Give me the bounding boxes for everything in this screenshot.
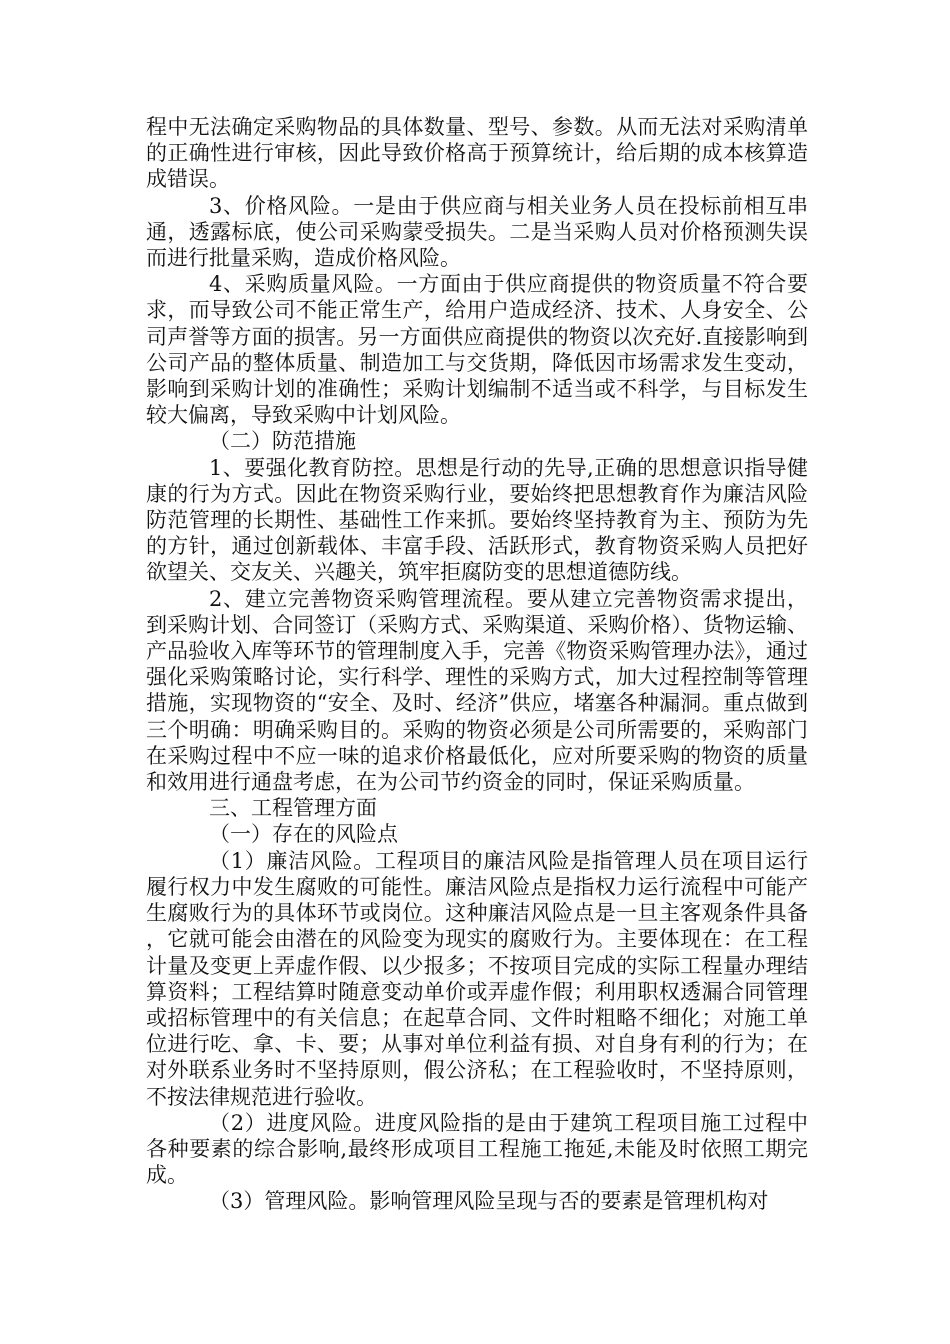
paragraph-schedule-risk: （2）进度风险。进度风险指的是由于建筑工程项目施工过程中各种要素的综合影响,最终形成项目工程施工拖延,未能及时依照工期完成。: [146, 1110, 808, 1188]
document-page: [146, 114, 808, 1215]
paragraph-education-prevention: 1、要强化教育防控。思想是行动的先导,正确的思想意识指导健康的行为方式。因此在物资采购行业，要始终把思想教育作为廉洁风险防范管理的长期性、基础性工作来抓。要始终坚持教育为主、预防为先的方针，通过创新载体、丰富手段、活跃形式，教育物资采购人员把好欲望关、交友关、兴趣关，筑牢拒腐防变的思想道德防线。: [146, 455, 808, 585]
paragraph-procurement-quality-risk: 4、采购质量风险。一方面由于供应商提供的物资质量不符合要求，而导致公司不能正常生产，给用户造成经济、技术、人身安全、公司声誉等方面的损害。另一方面供应商提供的物资以次充好.直接影响到公司产品的整体质量、制造加工与交货期，降低因市场需求发生变动，影响到采购计划的准确性；采购计划编制不适当或不科学，与目标发生较大偏离，导致采购中计划风险。: [146, 272, 808, 428]
section-heading-existing-risk-points: （一）存在的风险点: [209, 822, 398, 847]
section-heading-prevention-measures: （二）防范措施: [209, 429, 356, 454]
section-heading-engineering-management: 三、工程管理方面: [209, 796, 377, 821]
paragraph-procurement-process: 2、建立完善物资采购管理流程。要从建立完善物资需求提出，到采购计划、合同签订（采购方式、采购渠道、采购价格）、货物运输、产品验收入库等环节的管理制度入手，完善《物资采购管理办法》，通过强化采购策略讨论，实行科学、理性的采购方式，加大过程控制等管理措施，实现物资的“安全、及时、经济”供应，堵塞各种漏洞。重点做到三个明确：明确采购目的。采购的物资必须是公司所需要的，采购部门在采购过程中不应一味的追求价格最低化，应对所要采购的物资的质量和效用进行通盘考虑，在为公司节约资金的同时，保证采购质量。: [146, 586, 808, 795]
paragraph-integrity-risk: （1）廉洁风险。工程项目的廉洁风险是指管理人员在项目运行履行权力中发生腐败的可能性。廉洁风险点是指权力运行流程中可能产生腐败行为的具体环节或岗位。这种廉洁风险点是一旦主客观条件具备，它就可能会由潜在的风险变为现实的腐败行为。主要体现在：在工程计量及变更上弄虚作假、以少报多；不按项目完成的实际工程量办理结算资料；工程结算时随意变动单价或弄虚作假；利用职权透漏合同管理或招标管理中的有关信息；在起草合同、文件时粗略不细化；对施工单位进行吃、拿、卡、要；从事对单位利益有损、对自身有利的行为；在对外联系业务时不坚持原则，假公济私；在工程验收时，不坚持原则，不按法律规范进行验收。: [146, 848, 808, 1109]
paragraph-procurement-quantity-continued: 程中无法确定采购物品的具体数量、型号、参数。从而无法对采购清单的正确性进行审核，因此导致价格高于预算统计，给后期的成本核算造成错误。: [146, 115, 808, 192]
paragraph-management-risk: （3）管理风险。影响管理风险呈现与否的要素是管理机构对: [209, 1189, 769, 1214]
paragraph-price-risk: 3、价格风险。一是由于供应商与相关业务人员在投标前相互串通，透露标底，使公司采购蒙受损失。二是当采购人员对价格预测失误而进行批量采购，造成价格风险。: [146, 193, 808, 271]
